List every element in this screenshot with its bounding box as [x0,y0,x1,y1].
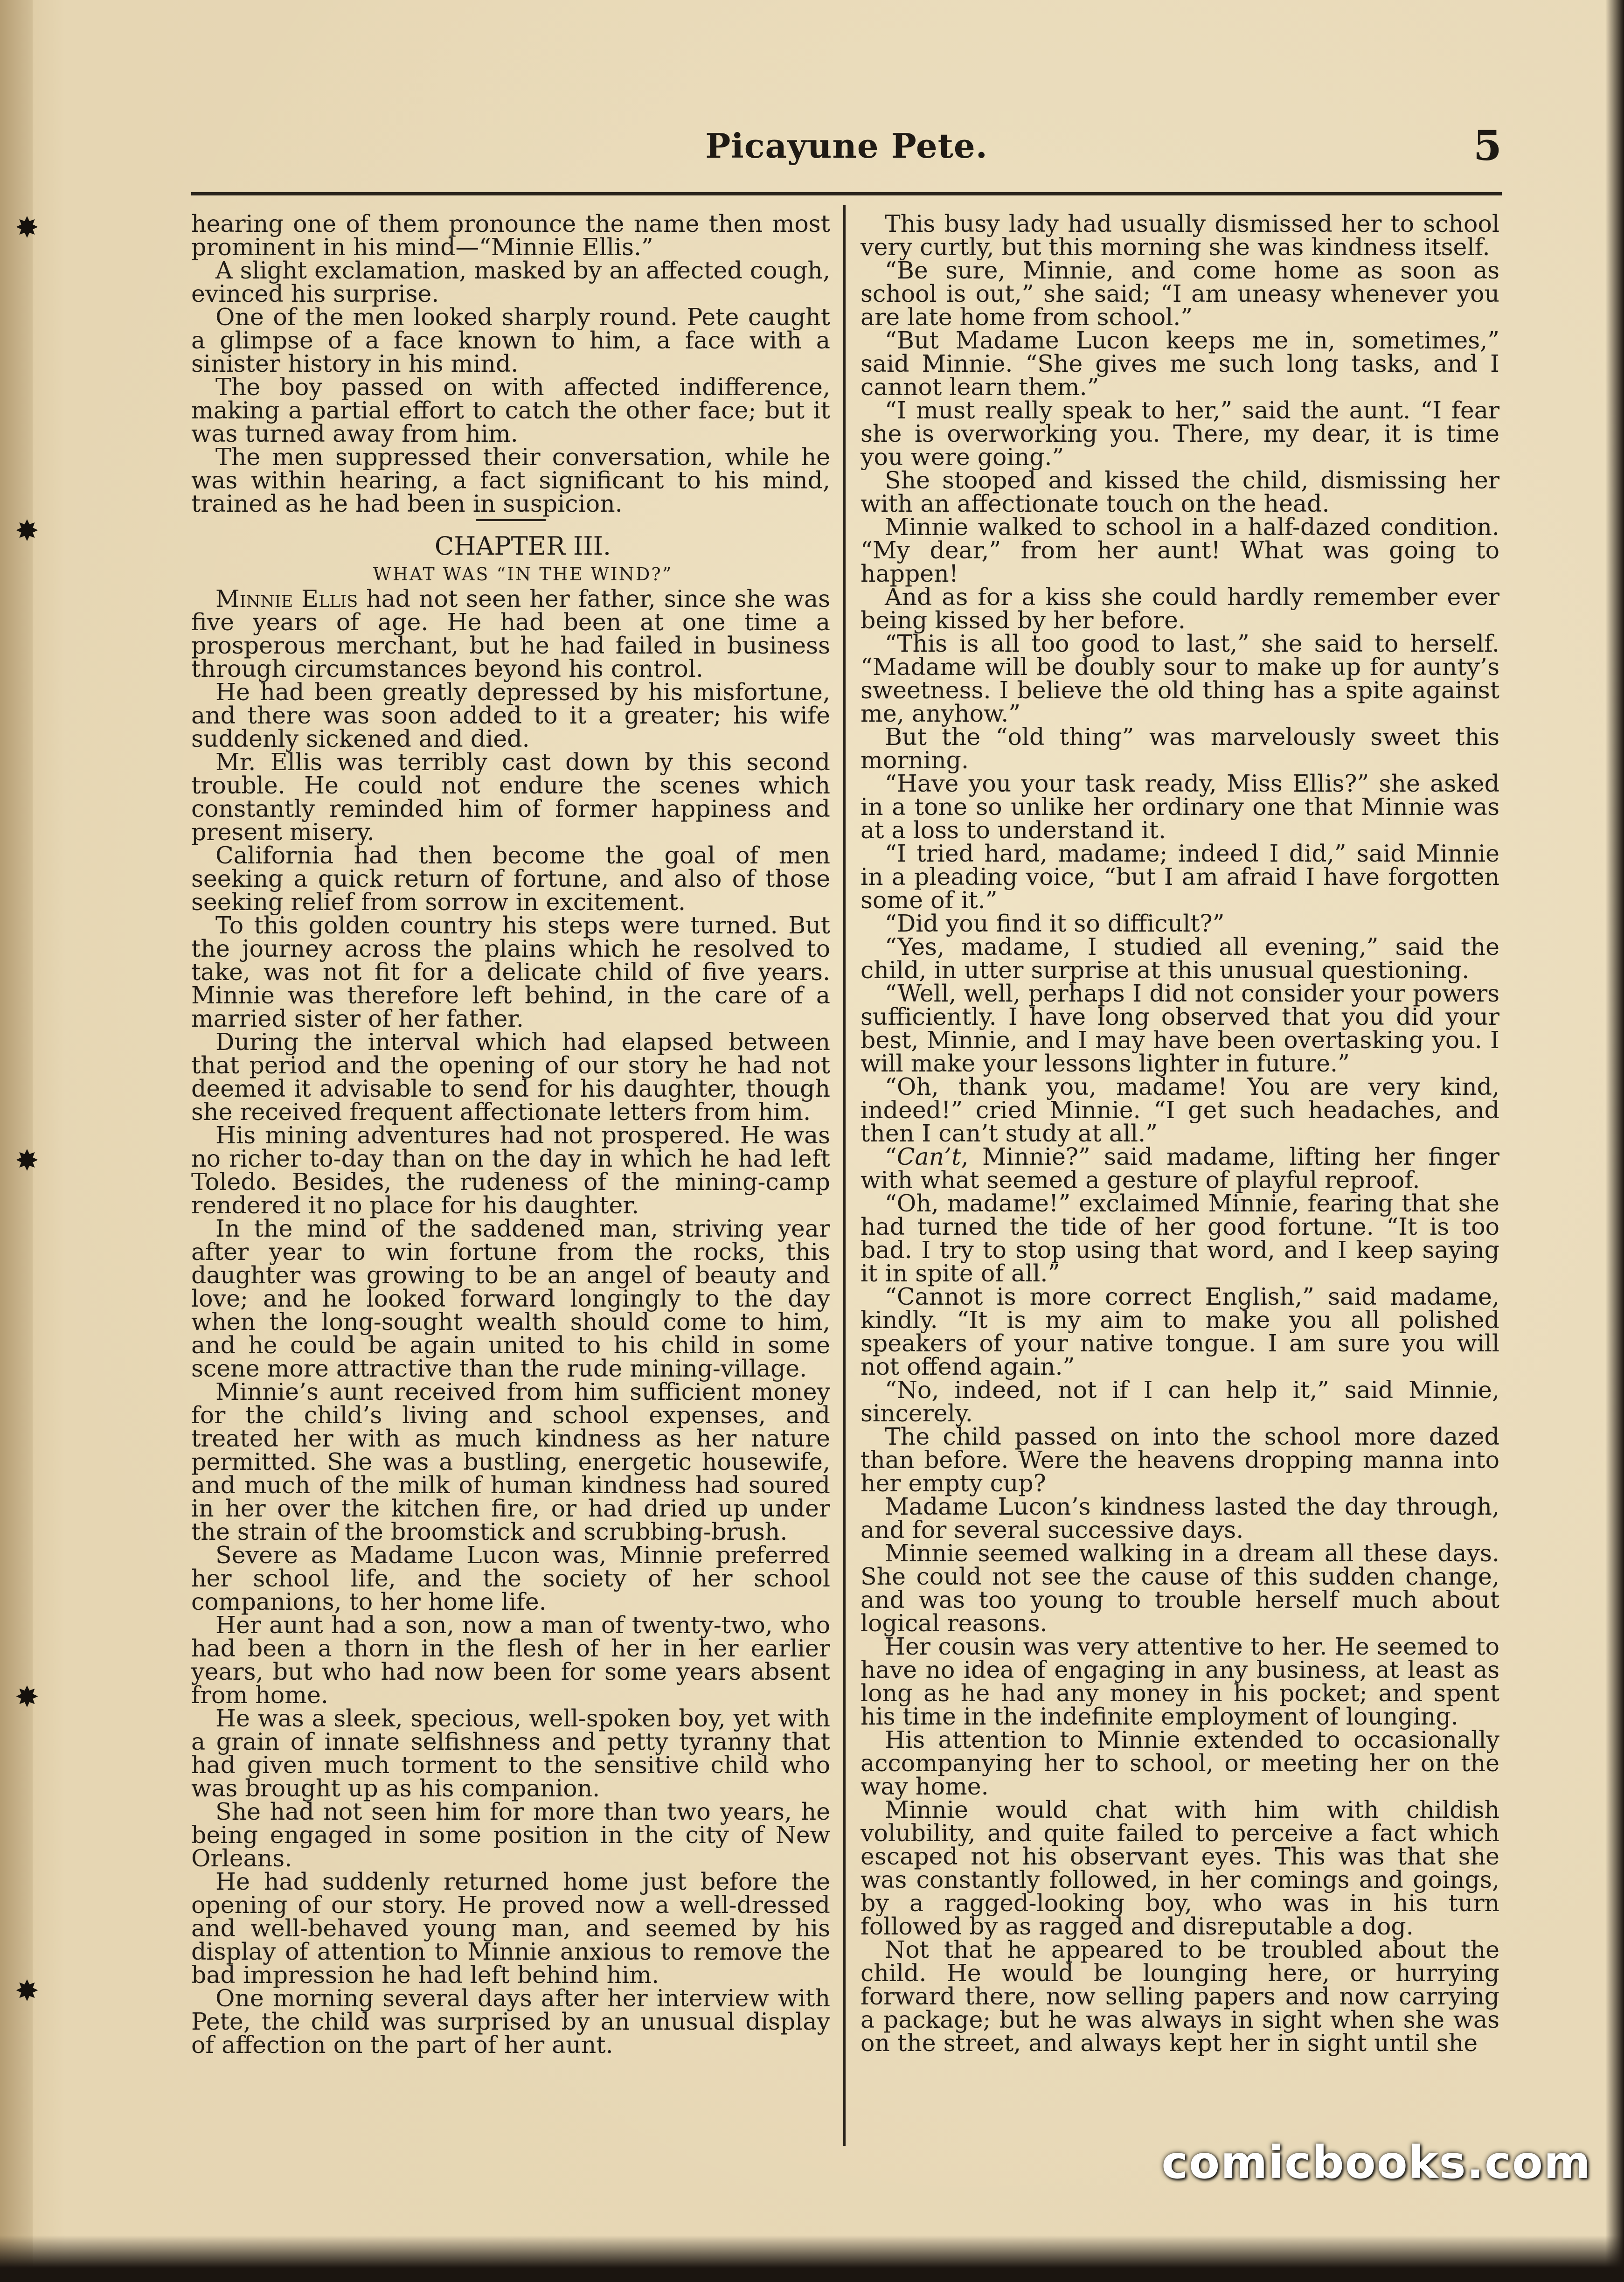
binding-hole-icon: ✸ [15,514,39,548]
paragraph: But the “old thing” was marvelously sweet this morning. [861,723,1499,774]
running-title: Picayune Pete. [705,126,988,166]
paragraph: “No, indeed, not if I can help it,” said Minnie, sincerely. [861,1376,1499,1427]
header-rule [191,192,1502,195]
page-edge-shadow [1605,0,1624,2282]
paragraph: Her aunt had a son, now a man of twenty-two, who had been a thorn in the flesh of her in her earlier years, but who had now been for some years absent from home. [191,1611,830,1709]
paragraph: The men suppressed their conversation, while he was within hearing, a fact significant to his mind, trained as he had been in suspicion. [191,443,830,517]
binding-hole-icon: ✸ [15,1143,39,1177]
page-bottom-shadow [0,2235,1624,2282]
paragraph: A slight exclamation, masked by an affected cough, evinced his surprise. [191,257,830,307]
paragraph: She had not seen him for more than two years, he being engaged in some position in the city of New Orleans. [191,1798,830,1872]
running-header [191,117,1502,191]
paragraph: Minnie would chat with him with childish volubility, and quite failed to perceive a fact which escaped not his observant eyes. This was that she was constantly followed, in her comings and goings, by a ragged-looking boy, who was in his turn followed by as ragged and disreputable a dog. [861,1796,1499,1940]
paragraph [861,1145,1499,1192]
paragraph: Her cousin was very attentive to her. He seemed to have no idea of engaging in any business, at least as long as he had any money in his pocket; and spent his time in the indefinite employment of lounging. [861,1633,1499,1730]
paragraph: “Did you find it so difficult?” [885,910,1225,937]
paragraph: “Cannot is more correct English,” said madame, kindly. “It is my aim to make you all polished speakers of your native tongue. I am sure you will not offend again.” [861,1283,1499,1380]
column-divider [843,205,846,2146]
paragraph: hearing one of them pronounce the name then most prominent in his mind—“Minnie Ellis.” [191,210,830,261]
paragraph: Not that he appeared to be troubled about the child. He would be lounging here, or hurrying forward there, now selling papers and now carrying a package; but he was always in sight when she was on the street, and always kept her in sight until she [861,1936,1499,2057]
paragraph: During the interval which had elapsed between that period and the opening of our story he had not deemed it advisable to send for his daughter, though she received frequent affectionate letters from him. [191,1028,830,1126]
watermark-text: comicbooks.com [1161,2136,1591,2189]
paragraph: Madame Lucon’s kindness lasted the day through, and for several successive days. [861,1493,1499,1544]
binding-hole-icon: ✸ [15,210,39,244]
paragraph: One of the men looked sharply round. Pete caught a glimpse of a face known to him, a face with a sinister history in his mind. [191,303,830,377]
chapter-heading: CHAPTER III. [434,531,611,561]
paragraph: Minnie walked to school in a half-dazed condition. “My dear,” from her aunt! What was going to happen! [861,513,1499,587]
paragraph: Minnie’s aunt received from him sufficient money for the child’s living and school expenses, and treated her with as much kindness as her nature permitted. She was a bustling, energetic housewife, and much of the milk of human kindness had soured in her over the kitchen fire, or had dried up under the strain of the broomstick and scrubbing-brush. [191,1378,830,1545]
paragraph: “Well, well, perhaps I did not consider your powers sufficiently. I have long observed that you did your best, Minnie, and I may have been overtasking you. I will make your lessons lighter in future.” [861,980,1499,1077]
paragraph: Minnie seemed walking in a dream all these days. She could not see the cause of this sudden change, and was too young to trouble herself much about logical reasons. [861,1539,1499,1637]
paragraph: He had been greatly depressed by his misfortune, and there was soon added to it a greater; his wife suddenly sickened and died. [191,678,830,752]
left-column [191,212,830,2057]
paragraph: Mr. Ellis was terribly cast down by this second trouble. He could not endure the scenes which constantly reminded him of former happiness and present misery. [191,748,830,846]
paragraph: His attention to Minnie extended to occasionally accompanying her to school, or meeting her on the way home. [861,1726,1499,1800]
paragraph: The child passed on into the school more dazed than before. Were the heavens dropping manna into her empty cup? [861,1423,1499,1497]
binding-hole-icon: ✸ [15,1974,39,2008]
right-column [861,212,1499,2055]
paragraph: To this golden country his steps were turned. But the journey across the plains which he resolved to take, was not fit for a delicate child of five years. Minnie was therefore left behind, in the care of a married sister of her father. [191,911,830,1032]
paragraph-text: had not seen her father, since she was five years of age. He had been at one time a prosperous merchant, but he had failed in business through circumstances beyond his control. [191,585,830,682]
chapter-subtitle: WHAT WAS “IN THE WIND?” [373,564,673,584]
paragraph: He was a sleek, specious, well-spoken boy, yet with a grain of innate selfishness and petty tyranny that had given much torment to the sensitive child who was brought up as his companion. [191,1705,830,1802]
page-number: 5 [1473,121,1502,170]
paragraph: The boy passed on with affected indifference, making a partial effort to catch the other face; but it was turned away from him. [191,373,830,447]
paragraph-text: , Minnie?” said madame, lifting her finger with what seemed a gesture of playful reproof. [861,1143,1499,1194]
page-binding [0,0,33,2282]
paragraph: “This is all too good to last,” she said to herself. “Madame will be doubly sour to make up for aunty’s sweetness. I believe the old thing has a spite against me, anyhow.” [861,630,1499,727]
paragraph: In the mind of the saddened man, striving year after year to win fortune from the rocks, this daughter was growing to be an angel of beauty and love; and he looked forward longingly to the day when the long-sought wealth should come to him, and he could be again united to his child in some scene more attractive than the rude mining-village. [191,1215,830,1382]
paragraph: Severe as Madame Lucon was, Minnie preferred her school life, and the society of her school companions, to her home life. [191,1541,830,1615]
paragraph: “Be sure, Minnie, and come home as soon as school is out,” she said; “I am uneasy whenever you are late home from school.” [861,257,1499,331]
paragraph [191,587,830,681]
paragraph: One morning several days after her interview with Pete, the child was surprised by an unusual display of affection on the part of her aunt. [191,1984,830,2059]
paragraph: “Yes, madame, I studied all evening,” said the child, in utter surprise at this unusual questioning. [861,933,1499,984]
paragraph: He had suddenly returned home just before the opening of our story. He proved now a well-dressed and well-behaved young man, and seemed by his display of attention to Minnie anxious to remove the bad impression he had left behind him. [191,1868,830,1989]
chapter-divider [476,519,546,521]
emphasized-word: Can’t [896,1143,961,1170]
binding-hole-icon: ✸ [15,1680,39,1714]
paragraph: This busy lady had usually dismissed her to school very curtly, but this morning she was kindness itself. [861,210,1499,261]
paragraph: And as for a kiss she could hardly remember ever being kissed by her before. [861,583,1499,634]
paragraph: “I tried hard, madame; indeed I did,” said Minnie in a pleading voice, “but I am afraid I have forgotten some of it.” [861,840,1499,914]
paragraph: “Have you your task ready, Miss Ellis?” she asked in a tone so unlike her ordinary one that Minnie was at a loss to understand it. [861,770,1499,844]
paragraph: “I must really speak to her,” said the aunt. “I fear she is overworking you. There, my dear, it is time you were going.” [861,397,1499,471]
paragraph: His mining adventures had not prospered. He was no richer to-day than on the day in which he had left Toledo. Besides, the rudeness of the mining-camp rendered it no place for his daughter. [191,1121,830,1219]
paragraph: “But Madame Lucon keeps me in, sometimes,” said Minnie. “She gives me such long tasks, and I cannot learn them.” [861,327,1499,401]
paragraph: “Oh, thank you, madame! You are very kind, indeed!” cried Minnie. “I get such headaches, and then I can’t study at all.” [861,1073,1499,1147]
paragraph: “Oh, madame!” exclaimed Minnie, fearing that she had turned the tide of her good fortune. “It is too bad. I try to stop using that word, and I keep saying it in spite of all.” [861,1190,1499,1287]
opening-name: Minnie Ellis [215,585,358,612]
paragraph: She stooped and kissed the child, dismissing her with an affectionate touch on the head. [861,466,1499,517]
paragraph: California had then become the goal of men seeking a quick return of fortune, and also of those seeking relief from sorrow in excitement. [191,842,830,916]
paragraph-text: “ [885,1143,897,1170]
